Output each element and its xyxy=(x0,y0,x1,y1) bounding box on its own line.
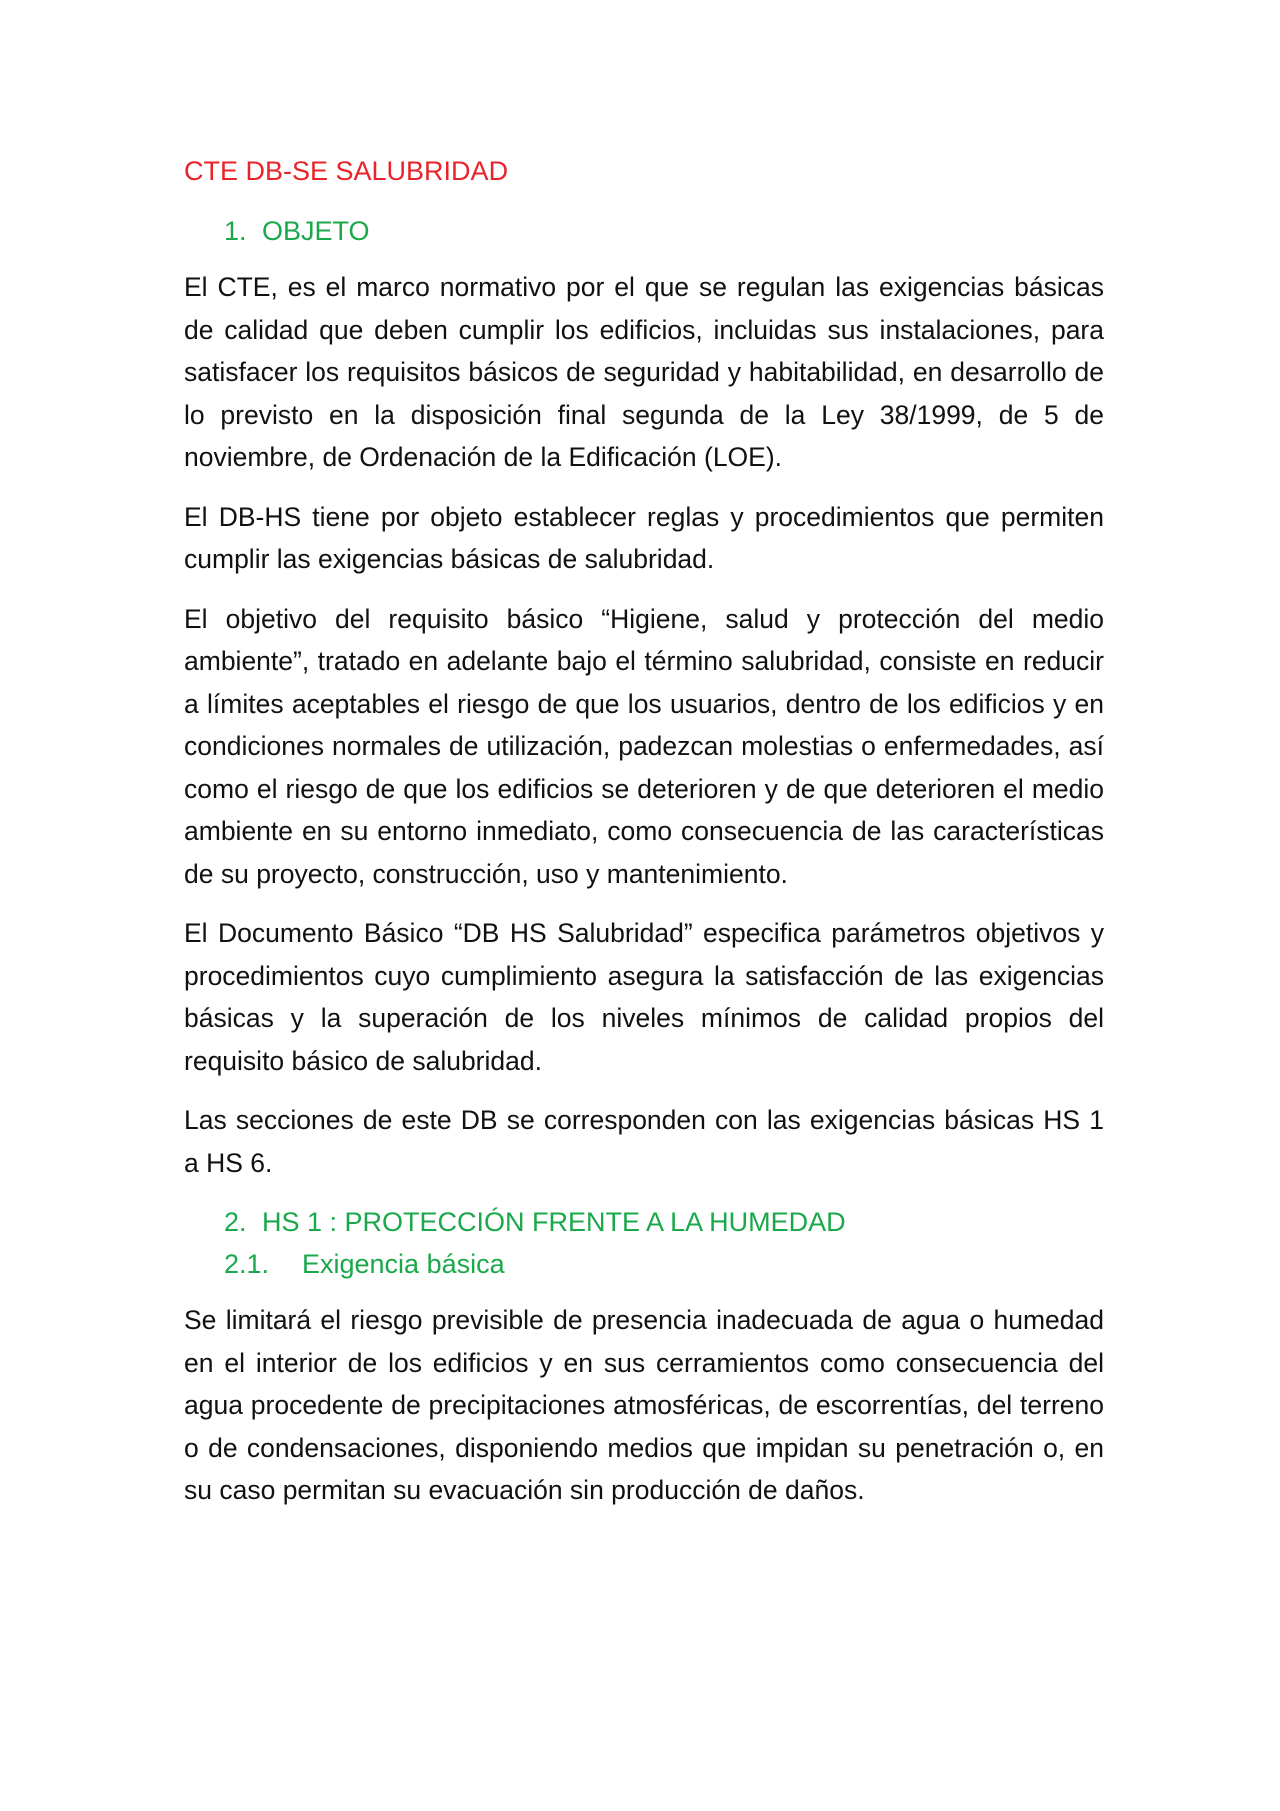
paragraph-4: El Documento Básico “DB HS Salubridad” especifica parámetros objetivos y procedimientos cuyo cumplimiento asegura la satisfacción de las exigencias básicas y la superación de los niveles mínimos de calidad propios del requisito básico de salubridad. xyxy=(184,918,1104,1076)
section-1-title: OBJETO xyxy=(262,216,370,246)
section-2-heading xyxy=(184,1201,1104,1243)
paragraph-3: El objetivo del requisito básico “Higiene, salud y protección del medio ambiente”, tratado en adelante bajo el término salubridad, consiste en reducir a límites aceptables el riesgo de que los usuarios, dentro de los edificios y en condiciones normales de utilización, padezcan molestias o enfermedades, así como el riesgo de que los edificios se deterioren y de que deterioren el medio ambiente en su entorno inmediato, como consecuencia de las características de su proyecto, construcción, uso y mantenimiento. xyxy=(184,603,1104,889)
section-1-heading xyxy=(184,210,1104,252)
paragraph-6: Se limitará el riesgo previsible de presencia inadecuada de agua o humedad en el interior de los edificios y en sus cerramientos como consecuencia del agua procedente de precipitaciones atmosféricas, de escorrentías, del terreno o de condensaciones, disponiendo medios que impidan su penetración o, en su caso permitan su evacuación sin producción de daños. xyxy=(184,1305,1104,1505)
subsection-2-1-number: 2.1. xyxy=(224,1249,270,1279)
document-title: CTE DB-SE SALUBRIDAD xyxy=(184,156,509,186)
subsection-2-1-heading xyxy=(184,1243,1104,1285)
section-1-number: 1. xyxy=(224,216,247,246)
section-2-number: 2. xyxy=(224,1207,247,1237)
paragraph-5: Las secciones de este DB se corresponden con las exigencias básicas HS 1 a HS 6. xyxy=(184,1105,1104,1178)
paragraph-2: El DB-HS tiene por objeto establecer reglas y procedimientos que permiten cumplir las exigencias básicas de salubridad. xyxy=(184,501,1104,574)
subsection-2-1-title: Exigencia básica xyxy=(302,1249,505,1279)
section-2-title: HS 1 : PROTECCIÓN FRENTE A LA HUMEDAD xyxy=(262,1207,846,1237)
paragraph-1: El CTE, es el marco normativo por el que se regulan las exigencias básicas de calidad que deben cumplir los edificios, incluidas sus instalaciones, para satisfacer los requisitos básicos de seguridad y habitabilidad, en desarrollo de lo previsto en la disposición final segunda de la Ley 38/1999, de 5 de noviembre, de Ordenación de la Edificación (LOE). xyxy=(184,272,1104,472)
document-page xyxy=(184,150,1104,1529)
